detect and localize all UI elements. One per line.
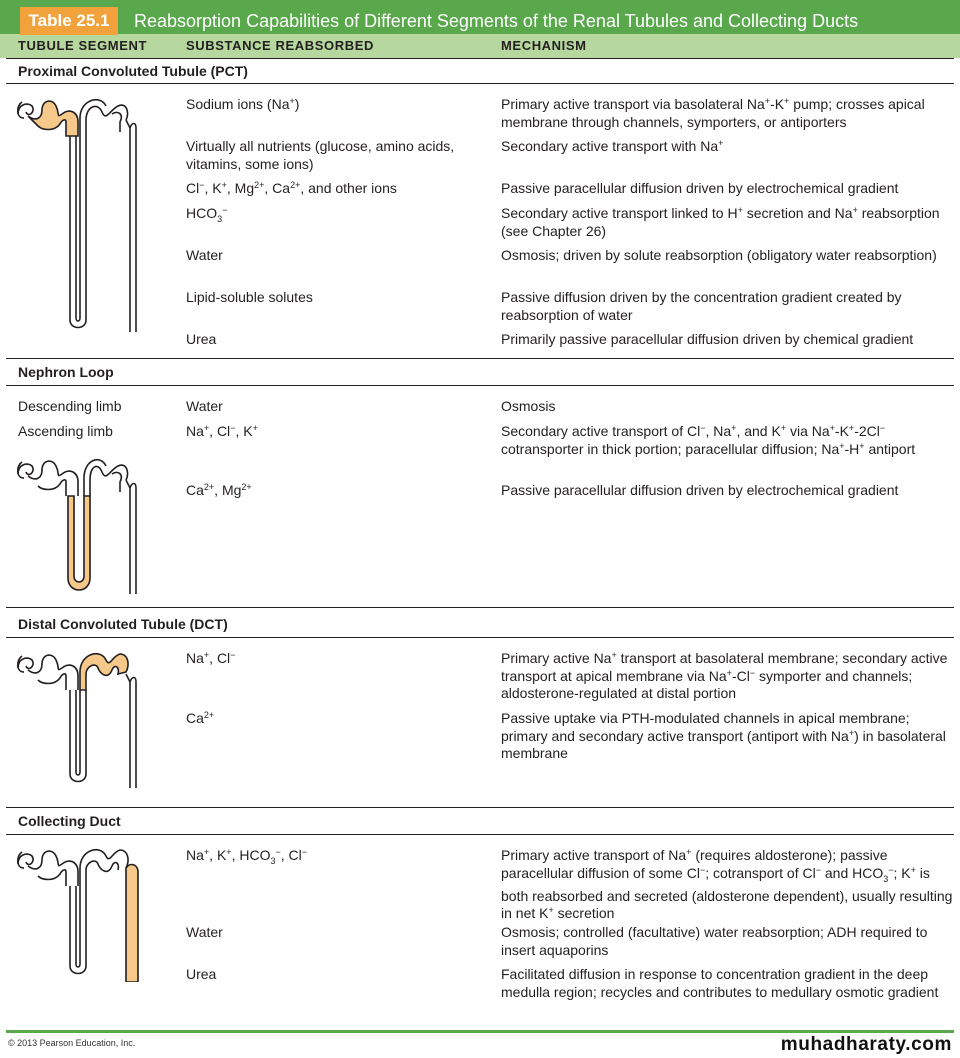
divider bbox=[6, 834, 954, 835]
dct-mechanism-nacl: Primary active Na+ transport at basolateral membrane; secondary active transport at apical membrane via Na+-Cl− symporter and channels; aldosterone-regulated at distal portion bbox=[501, 650, 948, 701]
divider bbox=[6, 637, 954, 638]
nephron-diagram-collecting-duct-icon bbox=[14, 842, 144, 982]
cd-mechanism-water: Osmosis; controlled (facultative) water reabsorption; ADH required to insert aquaporins bbox=[501, 924, 928, 958]
pct-mechanism-lipid: Passive diffusion driven by the concentration gradient created by reabsorption of water bbox=[501, 289, 902, 323]
footer-rule bbox=[6, 1030, 954, 1033]
col-header-mechanism: MECHANISM bbox=[501, 38, 587, 53]
loop-substance-divalent: $Ca^{2+}$, $Mg^{2+}$ bbox=[186, 482, 252, 498]
pct-mechanism-urea: Primarily passive paracellular diffusion driven by chemical gradient bbox=[501, 331, 914, 347]
dct-substance-nacl: Na+, Cl− bbox=[186, 650, 236, 666]
cd-mechanism-urea: Facilitated diffusion in response to concentration gradient in the deep medulla region; recycles and contributes to medullary osmotic gradient bbox=[501, 966, 939, 1000]
cd-substance-water: Water bbox=[186, 924, 223, 940]
loop-mechanism-descending: Osmosis bbox=[501, 398, 556, 414]
section-title-dct: Distal Convoluted Tubule (DCT) bbox=[18, 616, 228, 632]
loop-mechanism-divalent: Passive paracellular diffusion driven by electrochemical gradient bbox=[501, 482, 899, 498]
nephron-diagram-pct-icon bbox=[14, 92, 144, 332]
loop-segment-ascending: Ascending limb bbox=[18, 423, 113, 439]
watermark: muhadharaty.com bbox=[780, 1034, 952, 1055]
table-number: Table 25.1 bbox=[20, 7, 118, 35]
nephron-diagram-dct-icon bbox=[14, 646, 144, 788]
cd-substance-ions: Na+, K+, $HCO_3^-$, Cl− bbox=[186, 847, 307, 866]
divider bbox=[6, 358, 954, 359]
pct-substance-nutrients: Virtually all nutrients (glucose, amino acids, vitamins, some ions) bbox=[186, 138, 455, 172]
pct-mechanism-water: Osmosis; driven by solute reabsorption (obligatory water reabsorption) bbox=[501, 247, 937, 263]
pct-mechanism-sodium: Primary active transport via basolateral Na+-K+ pump; crosses apical membrane through channels, symporters, or antiporters bbox=[501, 96, 925, 130]
section-title-cd: Collecting Duct bbox=[18, 813, 121, 829]
loop-segment-descending: Descending limb bbox=[18, 398, 122, 414]
nephron-diagram-loop-icon bbox=[14, 452, 144, 594]
pct-substance-bicarbonate: $HCO_3^-$ bbox=[186, 205, 228, 224]
divider bbox=[6, 807, 954, 808]
pct-substance-lipid: Lipid-soluble solutes bbox=[186, 289, 313, 305]
divider bbox=[6, 385, 954, 386]
col-header-substance: SUBSTANCE REABSORBED bbox=[186, 38, 374, 53]
pct-substance-urea: Urea bbox=[186, 331, 217, 347]
dct-substance-calcium: $Ca^{2+}$ bbox=[186, 710, 215, 726]
pct-substance-water: Water bbox=[186, 247, 223, 263]
divider bbox=[6, 607, 954, 608]
cd-mechanism-ions: Primary active transport of Na+ (requires aldosterone); passive paracellular diffusion of some Cl−; cotransport of Cl− and $HCO_3^-$; K+ is both reabsorbed and secreted (aldosterone dependent), usually resulting in net K+ secretion bbox=[501, 847, 953, 922]
section-title-loop: Nephron Loop bbox=[18, 364, 114, 380]
pct-substance-sodium: Sodium ions (Na+) bbox=[186, 96, 300, 112]
divider bbox=[6, 83, 954, 84]
loop-substance-ascending: Na+, Cl−, K+ bbox=[186, 423, 258, 439]
col-header-segment: TUBULE SEGMENT bbox=[18, 38, 148, 53]
pct-mechanism-nutrients: Secondary active transport with Na+ bbox=[501, 138, 724, 154]
dct-mechanism-calcium: Passive uptake via PTH-modulated channels in apical membrane; primary and secondary active transport (antiport with Na+) in basolateral membrane bbox=[501, 710, 946, 761]
copyright-notice: © 2013 Pearson Education, Inc. bbox=[8, 1038, 136, 1048]
section-title-pct: Proximal Convoluted Tubule (PCT) bbox=[18, 63, 248, 79]
loop-substance-descending: Water bbox=[186, 398, 223, 414]
table-title: Reabsorption Capabilities of Different Segments of the Renal Tubules and Collecting Ducts bbox=[134, 11, 859, 31]
pct-mechanism-ions: Passive paracellular diffusion driven by electrochemical gradient bbox=[501, 180, 899, 196]
pct-mechanism-bicarbonate: Secondary active transport linked to H+ secretion and Na+ reabsorption (see Chapter 26) bbox=[501, 205, 940, 239]
divider bbox=[6, 58, 954, 59]
loop-mechanism-ascending: Secondary active transport of Cl−, Na+, and K+ via Na+-K+-2Cl− cotransporter in thick portion; paracellular diffusion; Na+-H+ antiport bbox=[501, 423, 916, 457]
pct-substance-ions: Cl−, K+, $Mg^{2+}$, $Ca^{2+}$, and other ions bbox=[186, 180, 397, 196]
cd-substance-urea: Urea bbox=[186, 966, 217, 982]
